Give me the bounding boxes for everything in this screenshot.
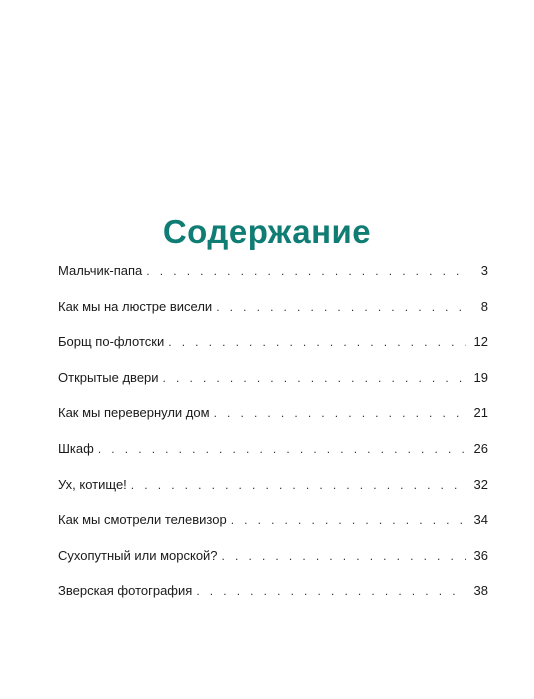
toc-entry[interactable] [58, 544, 488, 580]
toc-entry-page-number: 26 [473, 440, 488, 456]
dot-leader [168, 330, 466, 354]
dot-leader [231, 508, 466, 532]
toc-entry-title: Зверская фотография [58, 583, 193, 599]
toc-entry[interactable] [58, 330, 488, 366]
page-title: Содержание [162, 213, 372, 251]
toc-entry-title: Как мы перевернули дом [58, 405, 210, 421]
toc-entry-title: Шкаф [58, 440, 94, 456]
dot-leader [98, 437, 466, 461]
toc-entry-title: Сухопутный или морской? [58, 547, 218, 563]
toc-entry-page-number: 38 [473, 583, 488, 599]
dot-leader [216, 295, 466, 319]
toc-entry[interactable] [58, 508, 488, 544]
toc-entry[interactable] [58, 437, 488, 473]
toc-entry-page-number: 3 [480, 263, 488, 278]
toc-entry[interactable] [58, 579, 488, 615]
toc-entry[interactable] [58, 401, 488, 437]
dot-leader [222, 544, 466, 568]
toc-entry-title: Как мы смотрели телевизор [58, 512, 227, 528]
table-of-contents [58, 259, 488, 615]
toc-entry-page-number: 32 [473, 476, 488, 492]
dot-leader [196, 579, 466, 603]
toc-entry-title: Как мы на люстре висели [58, 298, 213, 314]
toc-entry-title: Ух, котище! [58, 476, 127, 492]
dot-leader [214, 401, 466, 425]
toc-entry-title: Открытые двери [58, 369, 159, 385]
toc-entry[interactable] [58, 259, 488, 295]
toc-entry-page-number: 36 [473, 547, 488, 563]
dot-leader [131, 473, 466, 497]
toc-entry-page-number: 21 [473, 405, 488, 421]
dot-leader [163, 366, 466, 390]
toc-entry[interactable] [58, 295, 488, 331]
toc-entry-page-number: 19 [473, 369, 488, 385]
toc-entry-title: Мальчик-папа [58, 263, 143, 278]
toc-entry[interactable] [58, 366, 488, 402]
toc-entry-page-number: 12 [473, 334, 488, 350]
toc-entry-page-number: 8 [480, 298, 488, 314]
toc-entry-title: Борщ по-флотски [58, 334, 165, 350]
dot-leader [146, 259, 466, 283]
toc-entry-page-number: 34 [473, 512, 488, 528]
toc-entry[interactable] [58, 473, 488, 509]
